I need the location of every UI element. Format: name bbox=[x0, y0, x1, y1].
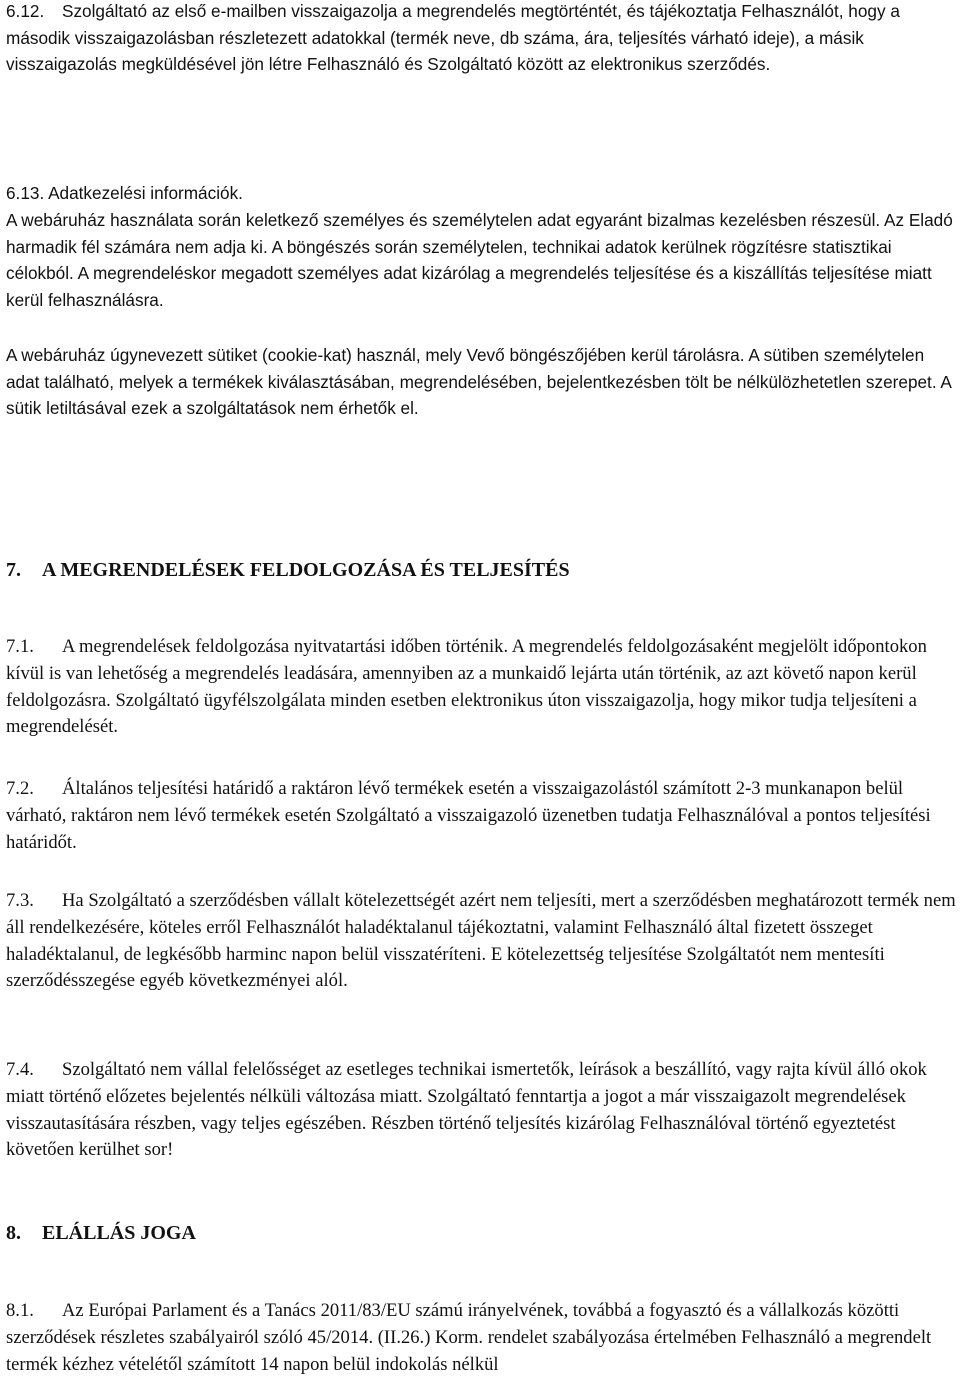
section-6-13-paragraph-1: A webáruház használata során keletkező személyes és személytelen adat egyaránt bizalmas kezelésben részesül. Az Eladó harmadik fél számára nem adja ki. A böngészés során személytelen, technikai adatok kerülnek rögzítésre statisztikai célokból. A megrendeléskor megadott személyes adat kizárólag a megrendelés teljesítése és a kiszállítás teljesítése miatt kerül felhasználásra. bbox=[6, 210, 953, 310]
section-title: ELÁLLÁS JOGA bbox=[42, 1222, 196, 1244]
section-6-13-paragraph-2: A webáruház úgynevezett sütiket (cookie-kat) használ, mely Vevő böngészőjében kerül tárolásra. A sütiben személytelen adat található, melyek a termékek kiválasztásában, megrendelésében, bejelentkezésben tölt be nélkülözhetetlen szerepet. A sütik letiltásával ezek a szolgáltatások nem érhetők el. bbox=[6, 345, 951, 419]
section-text: Szolgáltató az első e-mailben visszaigazolja a megrendelés megtörténtét, és tájékoztatja Felhasználót, hogy a második visszaigazolásban részletezett adatokkal (termék neve, db száma, ára, teljesítés várható ideje), a másik visszaigazolás megküldésével jön létre Felhasználó és Szolgáltató között az elektronikus szerződés. bbox=[6, 1, 900, 75]
section-title: A MEGRENDELÉSEK FELDOLGOZÁSA ÉS TELJESÍTÉS bbox=[42, 559, 570, 581]
section-number: 7.2. bbox=[6, 778, 34, 799]
section-title: Adatkezelési információk. bbox=[48, 183, 243, 203]
section-8-1 bbox=[6, 1298, 956, 1378]
section-number: 6.13. bbox=[6, 183, 45, 203]
section-text: Általános teljesítési határidő a raktáron lévő termékek esetén a visszaigazolástól számított 2-3 munkanapon belül várható, raktáron nem lévő termékek esetén Szolgáltató a visszaigazoló üzenetben tudatja Felhasználóval a pontos teljesítési határidőt. bbox=[6, 778, 931, 853]
section-text: Szolgáltató nem vállal felelősséget az esetleges technikai ismertetők, leírások a beszállító, vagy rajta kívül álló okok miatt történő előzetes bejelentés nélküli változása miatt. Szolgáltató fenntartja a jogot a már visszaigazolt megrendelések visszautasítására részben, vagy teljes egészében. Részben történő teljesítés kizárólag Felhasználóval történő egyeztetést követően kerülhet sor! bbox=[6, 1059, 927, 1161]
section-text: Ha Szolgáltató a szerződésben vállalt kötelezettségét azért nem teljesíti, mert a szerződésben meghatározott termék nem áll rendelkezésére, köteles erről Felhasználót haladéktalanul tájékoztatni, valamint Felhasználó által fizetett összeget haladéktalanul, de legkésőbb harminc napon belül visszatéríteni. E kötelezettség teljesítése Szolgáltatót nem mentesíti szerződésszegése egyéb következményei alól. bbox=[6, 890, 956, 992]
section-number: 8.1. bbox=[6, 1300, 34, 1321]
section-number: 7.1. bbox=[6, 636, 34, 657]
section-number: 7. bbox=[6, 559, 21, 581]
section-7-2 bbox=[6, 776, 956, 856]
section-number: 7.4. bbox=[6, 1059, 34, 1080]
section-6-12 bbox=[6, 0, 956, 78]
section-7-heading bbox=[6, 557, 956, 584]
section-8-heading bbox=[6, 1220, 956, 1247]
section-6-13-heading bbox=[6, 180, 956, 207]
section-number: 6.12. bbox=[6, 1, 45, 21]
section-text: A megrendelések feldolgozása nyitvatartási időben történik. A megrendelés feldolgozásaként megjelölt időpontokon kívül is van lehetőség a megrendelés leadására, amennyiben az a munkaidő lejárta után történik, az azt követő napon kerül feldolgozásra. Szolgáltató ügyfélszolgálata minden esetben elektronikus úton visszaigazolja, hogy mikor tudja teljesíteni a megrendelését. bbox=[6, 636, 927, 738]
section-7-1 bbox=[6, 634, 956, 741]
section-7-3 bbox=[6, 888, 956, 995]
section-7-4 bbox=[6, 1057, 956, 1164]
section-text: Az Európai Parlament és a Tanács 2011/83/EU számú irányelvének, továbbá a fogyasztó és a vállalkozás közötti szerződések részletes szabályairól szóló 45/2014. (II.26.) Korm. rendelet szabályozása értelmében Felhasználó a megrendelt termék kézhez vételétől számított 14 napon belül indokolás nélkül bbox=[6, 1300, 932, 1375]
section-number: 7.3. bbox=[6, 890, 34, 911]
section-number: 8. bbox=[6, 1222, 21, 1244]
